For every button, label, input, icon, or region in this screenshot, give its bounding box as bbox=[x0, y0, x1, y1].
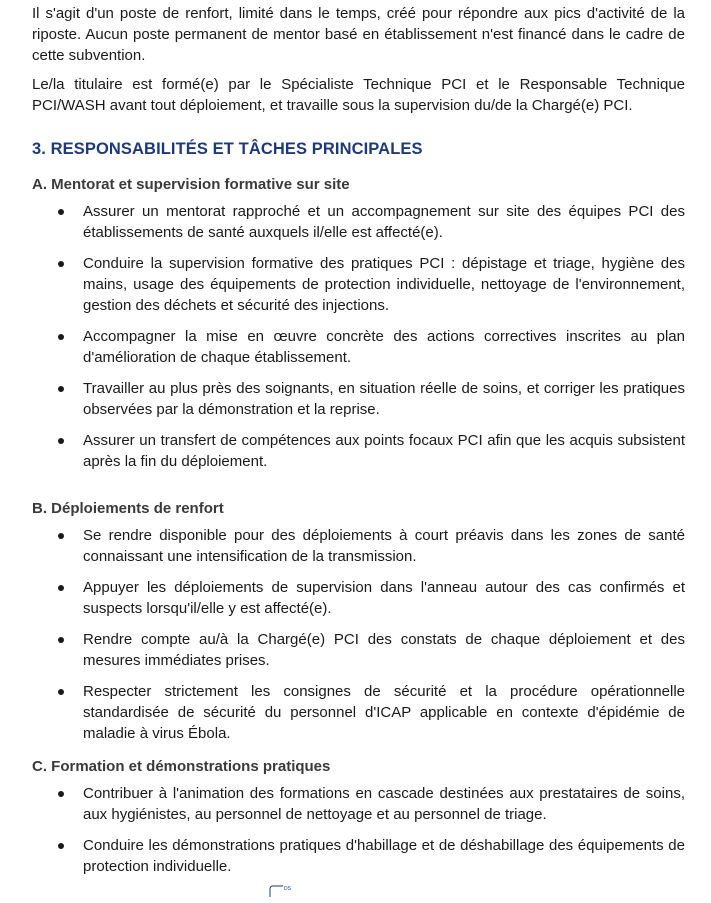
list-item: Se rendre disponible pour des déploiements à court préavis dans les zones de santé connaissant une intensification de la transmission. bbox=[32, 525, 685, 567]
bullet-icon bbox=[58, 689, 64, 695]
docusign-stamp-graphic bbox=[269, 884, 293, 898]
bullet-icon bbox=[58, 386, 64, 392]
docusign-stamp-label: DS bbox=[284, 886, 291, 892]
list-item: Appuyer les déploiements de supervision dans l'anneau autour des cas confirmés et suspects lorsqu'il/elle y est affecté(e). bbox=[32, 577, 685, 619]
intro-paragraph-1: Il s'agit d'un poste de renfort, limité dans le temps, créé pour répondre aux pics d'activité de la riposte. Aucun poste permanent de mentor basé en établissement n'est financé dans le cadre de cette subvention. bbox=[32, 5, 685, 64]
bullet-icon bbox=[58, 209, 64, 215]
bullet-icon bbox=[58, 334, 64, 340]
subsection-b-title: B. Déploiements de renfort bbox=[32, 500, 224, 517]
list-item: Travailler au plus près des soignants, en situation réelle de soins, et corriger les pratiques observées par la démonstration et la reprise. bbox=[32, 378, 685, 420]
subsection-c-title: C. Formation et démonstrations pratiques bbox=[32, 758, 331, 775]
list-item: Assurer un transfert de compétences aux points focaux PCI afin que les acquis subsistent après la fin du déploiement. bbox=[32, 430, 685, 472]
bullet-icon bbox=[58, 843, 64, 849]
bullet-icon bbox=[58, 438, 64, 444]
bullet-icon bbox=[58, 637, 64, 643]
list-item: Conduire les démonstrations pratiques d'habillage et de déshabillage des équipements de protection individuelle. bbox=[32, 835, 685, 877]
list-item: Contribuer à l'animation des formations en cascade destinées aux prestataires de soins, aux hygiénistes, au personnel de nettoyage et au personnel de triage. bbox=[32, 783, 685, 825]
list-item: Conduire la supervision formative des pratiques PCI : dépistage et triage, hygiène des mains, usage des équipements de protection individuelle, nettoyage de l'environnement, gestion des déchets et sécurité des injections. bbox=[32, 253, 685, 316]
section-3-title: 3. RESPONSABILITÉS ET TÂCHES PRINCIPALES bbox=[32, 140, 423, 158]
intro-paragraph-2: Le/la titulaire est formé(e) par le Spécialiste Technique PCI et le Responsable Technique PCI/WASH avant tout déploiement, et travaille sous la supervision du/de la Chargé(e) PCI. bbox=[32, 76, 685, 114]
subsection-c-list bbox=[32, 783, 685, 877]
list-item: Rendre compte au/à la Chargé(e) PCI des constats de chaque déploiement et des mesures immédiates prises. bbox=[32, 629, 685, 671]
subsection-b-list bbox=[32, 525, 685, 744]
list-item: Respecter strictement les consignes de sécurité et la procédure opérationnelle standardisée de sécurité du personnel d'ICAP applicable en contexte d'épidémie de maladie à virus Ébola. bbox=[32, 681, 685, 744]
bullet-icon bbox=[58, 261, 64, 267]
bullet-icon bbox=[58, 585, 64, 591]
subsection-a-list bbox=[32, 201, 685, 472]
list-item: Accompagner la mise en œuvre concrète des actions correctives inscrites au plan d'amélioration de chaque établissement. bbox=[32, 326, 685, 368]
docusign-stamp-icon bbox=[269, 884, 293, 898]
document-page bbox=[32, 0, 685, 887]
subsection-a-title: A. Mentorat et supervision formative sur site bbox=[32, 176, 350, 193]
bullet-icon bbox=[58, 533, 64, 539]
bullet-icon bbox=[58, 791, 64, 797]
list-item: Assurer un mentorat rapproché et un accompagnement sur site des équipes PCI des établissements de santé auxquels il/elle est affecté(e). bbox=[32, 201, 685, 243]
